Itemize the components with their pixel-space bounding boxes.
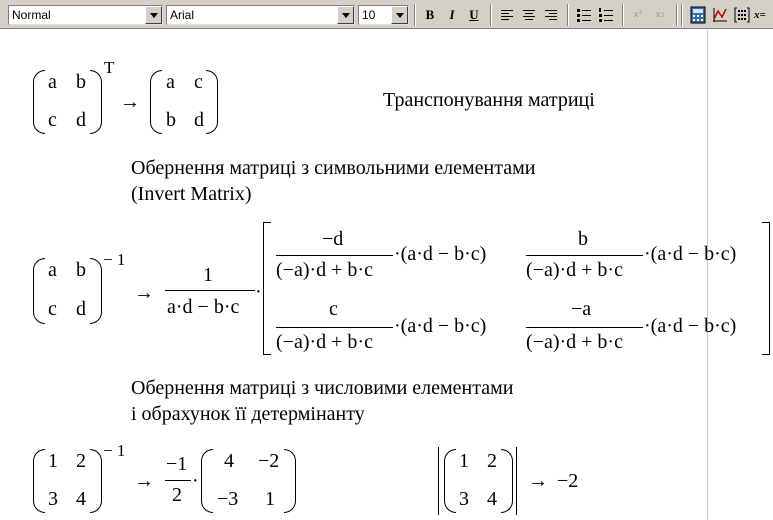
font-select[interactable] xyxy=(166,5,355,25)
left-paren xyxy=(201,449,213,513)
chevron-down-icon[interactable] xyxy=(391,6,408,24)
fraction-line xyxy=(276,327,393,328)
fraction-line xyxy=(276,255,393,256)
transpose-superscript: T xyxy=(104,58,115,77)
matrix-element: 2 xyxy=(76,450,86,472)
calculator-toolbar-button[interactable] xyxy=(688,5,708,25)
cell-denominator: (−a)·d + b·c xyxy=(526,331,623,353)
left-bracket xyxy=(263,222,271,355)
numbered-list-icon xyxy=(596,5,616,25)
determinant-bar xyxy=(516,447,517,515)
left-paren xyxy=(150,70,162,134)
align-right-icon xyxy=(541,5,561,25)
multiply-dot: · xyxy=(192,470,199,492)
left-paren xyxy=(33,258,45,324)
toolbar-grip xyxy=(681,4,683,26)
matrix-element: 2 xyxy=(487,450,497,472)
matrix-element: d xyxy=(76,298,86,320)
matrix-element: c xyxy=(48,298,57,320)
right-paren xyxy=(501,449,513,513)
transpose-label[interactable]: Транспонування матриці xyxy=(383,89,595,111)
style-value: Normal xyxy=(12,8,51,22)
subscript-button[interactable]: x₂ xyxy=(655,10,665,20)
coefficient-numerator: 1 xyxy=(203,264,213,286)
fraction-line xyxy=(526,255,643,256)
matrix-element: 1 xyxy=(459,450,469,472)
fraction-line xyxy=(165,480,191,481)
evaluation-arrow: → xyxy=(528,470,548,492)
align-center-icon xyxy=(519,5,539,25)
evaluation-arrow: → xyxy=(134,282,154,304)
right-paren xyxy=(284,449,296,513)
determinant-bar xyxy=(438,447,439,515)
cell-multiplier: ·(a·d − b·c) xyxy=(394,243,487,265)
matrix-element: 1 xyxy=(265,488,275,510)
font-value: Arial xyxy=(170,8,195,22)
text-line: Обернення матриці з числовими елементами xyxy=(131,377,514,399)
left-paren xyxy=(33,70,45,134)
formatting-toolbar xyxy=(0,0,773,29)
matrix-element: a xyxy=(48,71,57,93)
cell-denominator: (−a)·d + b·c xyxy=(276,259,373,281)
graph-toolbar-button[interactable] xyxy=(710,5,730,25)
cell-denominator: (−a)·d + b·c xyxy=(526,259,623,281)
matrix-element: 4 xyxy=(76,488,86,510)
cell-numerator: −a xyxy=(571,298,592,320)
matrix-element: 4 xyxy=(487,488,497,510)
matrix-element: 3 xyxy=(48,488,58,510)
matrix-element: b xyxy=(166,109,176,131)
matrix-element: d xyxy=(194,109,204,131)
right-bracket xyxy=(762,222,770,355)
chevron-down-icon[interactable] xyxy=(145,6,162,24)
coefficient-denominator: a·d − b·c xyxy=(167,296,240,318)
left-paren xyxy=(444,449,456,513)
matrix-element: a xyxy=(166,71,175,93)
matrix-element: a xyxy=(48,259,57,281)
cell-multiplier: ·(a·d − b·c) xyxy=(394,315,487,337)
page-edge-line xyxy=(707,30,708,520)
cell-multiplier: ·(a·d − b·c) xyxy=(644,315,737,337)
toolbar-separator xyxy=(414,4,416,26)
matrix-icon xyxy=(732,5,752,25)
coefficient-denominator: 2 xyxy=(172,484,182,506)
cell-denominator: (−a)·d + b·c xyxy=(276,331,373,353)
numbered-list-button[interactable] xyxy=(596,5,616,25)
multiply-dot: · xyxy=(255,281,262,303)
right-paren xyxy=(90,70,102,134)
bullet-list-icon xyxy=(574,5,594,25)
right-paren xyxy=(90,449,102,513)
evaluation-arrow: → xyxy=(134,470,154,492)
matrix-element: 1 xyxy=(48,450,58,472)
matrix-element: −3 xyxy=(217,488,239,510)
determinant-result: −2 xyxy=(557,470,579,492)
superscript-button[interactable]: x² xyxy=(633,10,643,20)
coefficient-numerator: −1 xyxy=(166,453,188,475)
matrix-element: d xyxy=(76,109,86,131)
style-select[interactable] xyxy=(8,5,163,25)
evaluation-arrow: → xyxy=(120,91,140,113)
underline-button[interactable]: U xyxy=(469,7,479,22)
align-center-button[interactable] xyxy=(519,5,539,25)
inverse-superscript: − 1 xyxy=(103,250,126,269)
graph-icon xyxy=(710,5,730,25)
bold-button[interactable]: B xyxy=(425,7,435,22)
cell-numerator: c xyxy=(329,298,338,320)
matrix-element: −2 xyxy=(258,450,280,472)
cell-numerator: −d xyxy=(322,228,344,250)
font-size-value: 10 xyxy=(362,8,376,22)
text-line: і обрахунок її детермінанту xyxy=(131,403,365,425)
matrix-element: b xyxy=(76,259,86,281)
bullet-list-button[interactable] xyxy=(574,5,594,25)
matrix-element: c xyxy=(48,109,57,131)
toolbar-separator xyxy=(490,4,492,26)
align-left-icon xyxy=(497,5,517,25)
matrix-element: 4 xyxy=(224,450,234,472)
font-size-select[interactable] xyxy=(358,5,409,25)
fraction-line xyxy=(526,327,643,328)
cell-numerator: b xyxy=(578,228,588,250)
inverse-superscript: − 1 xyxy=(103,441,126,460)
cell-multiplier: ·(a·d − b·c) xyxy=(644,243,737,265)
matrix-element: c xyxy=(194,71,203,93)
matrix-element: b xyxy=(76,71,86,93)
align-right-button[interactable] xyxy=(541,5,561,25)
italic-button[interactable]: I xyxy=(449,7,455,22)
right-paren xyxy=(90,258,102,324)
matrix-element: 3 xyxy=(459,488,469,510)
left-paren xyxy=(33,449,45,513)
toolbar-separator xyxy=(676,4,678,26)
fraction-line xyxy=(165,290,255,291)
align-left-button[interactable] xyxy=(497,5,517,25)
chevron-down-icon[interactable] xyxy=(337,6,354,24)
text-line: Обернення матриці з символьними елементами xyxy=(131,157,536,179)
calculator-icon xyxy=(688,5,708,25)
text-line: (Invert Matrix) xyxy=(131,183,252,205)
matrix-toolbar-button[interactable] xyxy=(732,5,752,25)
right-paren xyxy=(206,70,218,134)
toolbar-separator xyxy=(567,4,569,26)
evaluation-toolbar-button[interactable]: x= xyxy=(754,9,766,21)
toolbar-separator xyxy=(622,4,624,26)
